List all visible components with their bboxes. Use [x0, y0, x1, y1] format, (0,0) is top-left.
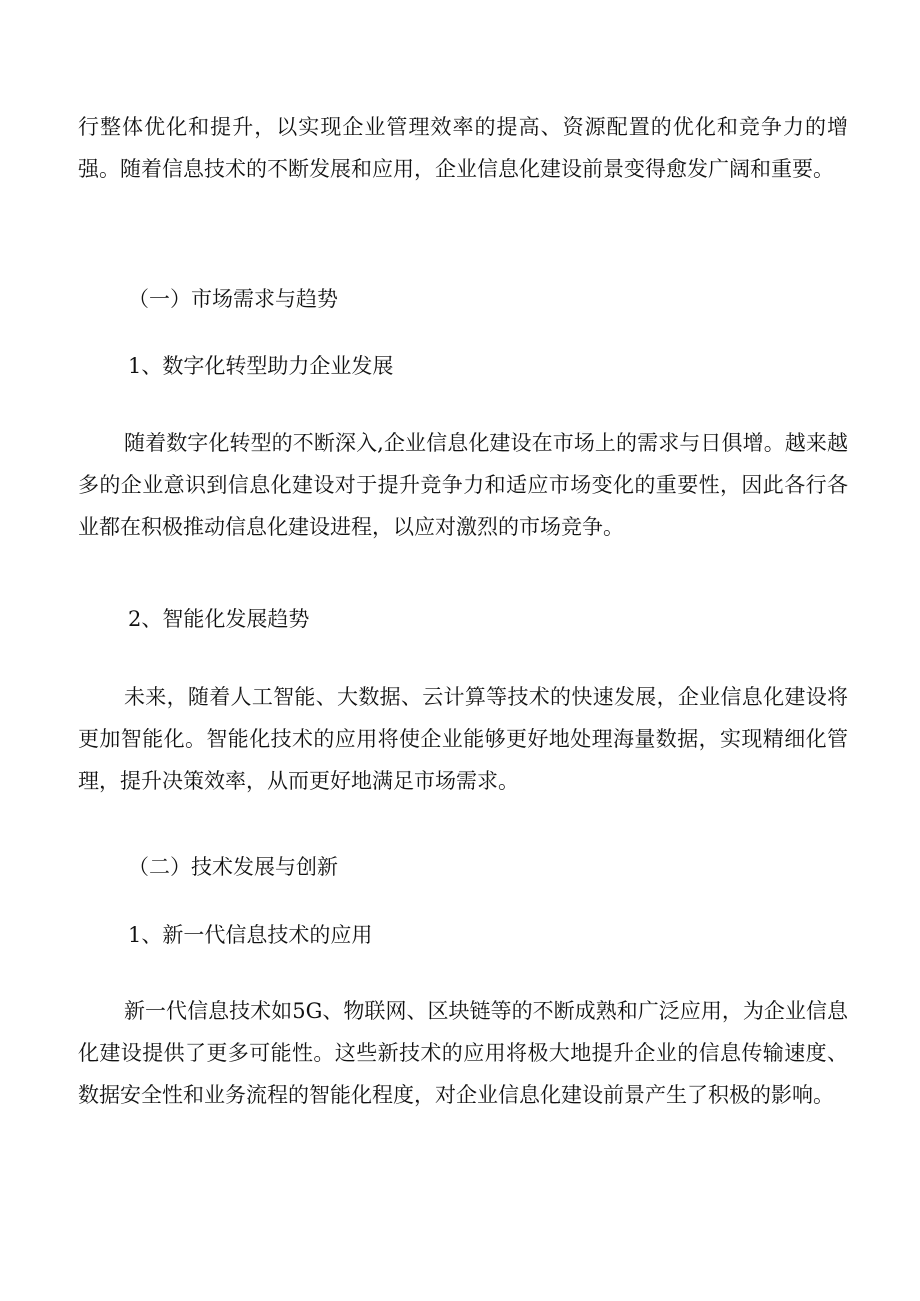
paragraph-new-generation-it: 新一代信息技术如5G、物联网、区块链等的不断成熟和广泛应用，为企业信息化建设提供了更多可能性。这些新技术的应用将极大地提升企业的信息传输速度、数据安全性和业务流程的智能化程度，对企业信息化建设前景产生了积极的影响。 [78, 999, 848, 1107]
paragraph-digital-transformation: 随着数字化转型的不断深入,企业信息化建设在市场上的需求与日俱增。越来越多的企业意识到信息化建设对于提升竞争力和适应市场变化的重要性，因此各行各业都在积极推动信息化建设进程，以应对激烈的市场竞争。 [78, 431, 848, 539]
paragraph-intro-continued: 行整体优化和提升，以实现企业管理效率的提高、资源配置的优化和竞争力的增强。随着信息技术的不断发展和应用，企业信息化建设前景变得愈发广阔和重要。 [78, 115, 848, 181]
subheading-new-generation-it: 1、新一代信息技术的应用 [128, 923, 373, 947]
paragraph-intelligent-trend: 未来，随着人工智能、大数据、云计算等技术的快速发展，企业信息化建设将更加智能化。智能化技术的应用将使企业能够更好地处理海量数据，实现精细化管理，提升决策效率，从而更好地满足市场需求。 [78, 685, 848, 793]
section-heading-tech-innovation: （二）技术发展与创新 [128, 855, 338, 879]
subheading-digital-transformation: 1、数字化转型助力企业发展 [128, 354, 394, 378]
section-heading-market-demand: （一）市场需求与趋势 [128, 287, 338, 311]
subheading-intelligent-trend: 2、智能化发展趋势 [128, 607, 310, 631]
